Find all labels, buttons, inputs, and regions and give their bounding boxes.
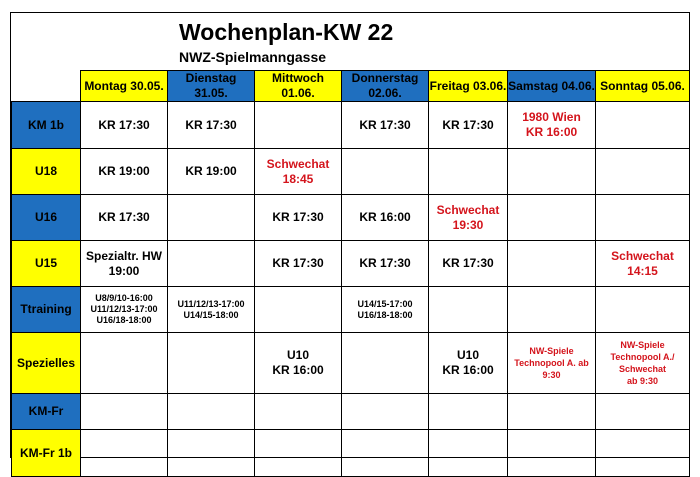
schedule-cell xyxy=(508,394,596,430)
schedule-cell xyxy=(168,149,255,195)
cell-line: Technopool A./ xyxy=(610,352,675,362)
schedule-cell xyxy=(596,287,690,333)
day-header-row xyxy=(12,71,690,102)
day-header: Freitag 03.06. xyxy=(429,71,508,102)
schedule-cell xyxy=(168,394,255,430)
team-label: U18 xyxy=(12,149,81,195)
cell-line: U10 xyxy=(286,348,309,362)
schedule-cell xyxy=(596,430,690,477)
cell-line: KR 17:30 xyxy=(359,117,411,132)
cell-line: U14/15-17:00 xyxy=(357,298,413,309)
day-header: Samstag 04.06. xyxy=(508,71,596,102)
cell-line: KR 17:30 xyxy=(359,256,411,270)
cell-line: U10 xyxy=(456,348,479,362)
schedule-cell xyxy=(255,394,342,430)
cell-line: KR 17:30 xyxy=(272,210,324,224)
cell-line: KR 16:00 xyxy=(525,125,578,139)
schedule-cell xyxy=(342,430,429,477)
team-row xyxy=(12,102,690,149)
schedule-cell xyxy=(168,241,255,287)
team-label: KM-Fr xyxy=(12,394,81,430)
cell-line: 9:30 xyxy=(542,370,561,380)
cell-line: KR 16:00 xyxy=(272,363,324,377)
schedule-cell xyxy=(255,241,342,287)
team-label: Ttraining xyxy=(12,287,81,333)
schedule-cell xyxy=(508,333,596,394)
schedule-cell xyxy=(81,102,168,149)
cell-line: 19:00 xyxy=(108,263,140,278)
schedule-cell xyxy=(508,149,596,195)
cell-line: Spezialtr. HW xyxy=(85,248,162,263)
cell-line: KR 17:30 xyxy=(98,117,150,132)
cell-line: U16/18-18:00 xyxy=(357,309,413,320)
schedule-cell xyxy=(342,394,429,430)
day-header: Donnerstag 02.06. xyxy=(342,71,429,102)
schedule-cell xyxy=(429,241,508,287)
day-header: Montag 30.05. xyxy=(81,71,168,102)
schedule-cell xyxy=(342,287,429,333)
page-subtitle: NWZ-Spielmanngasse xyxy=(179,49,327,65)
cell-line: KR 17:30 xyxy=(272,256,324,270)
cell-line: 19:30 xyxy=(452,217,484,232)
cell-line: KR 16:00 xyxy=(442,363,494,377)
schedule-cell xyxy=(168,195,255,241)
day-header: Dienstag 31.05. xyxy=(168,71,255,102)
schedule-cell xyxy=(81,394,168,430)
schedule-cell xyxy=(429,394,508,430)
schedule-cell xyxy=(81,333,168,394)
schedule-cell xyxy=(596,241,690,287)
schedule-cell xyxy=(429,430,508,477)
team-row xyxy=(12,149,690,195)
cell-line: U16/18-18:00 xyxy=(96,315,152,325)
schedule-cell xyxy=(342,195,429,241)
schedule-cell xyxy=(81,287,168,333)
team-row xyxy=(12,287,690,333)
schedule-cell xyxy=(429,333,508,394)
schedule-cell xyxy=(508,102,596,149)
cell-line: U14/15-18:00 xyxy=(183,309,239,320)
schedule-cell xyxy=(429,287,508,333)
schedule-cell xyxy=(596,394,690,430)
schedule-cell xyxy=(168,287,255,333)
schedule-cell xyxy=(81,149,168,195)
team-label: KM 1b xyxy=(12,102,81,149)
cell-line: KR 17:30 xyxy=(185,117,237,132)
cell-line: NW-Spiele xyxy=(620,340,665,350)
cell-line: Schwechat xyxy=(618,364,667,374)
schedule-cell xyxy=(255,149,342,195)
schedule-cell xyxy=(255,287,342,333)
cell-line: Schwechat xyxy=(611,248,674,263)
schedule-cell xyxy=(342,149,429,195)
schedule-cell xyxy=(342,102,429,149)
cell-line: U11/12/13-17:00 xyxy=(177,298,245,309)
header-corner xyxy=(12,71,81,102)
schedule-cell xyxy=(596,195,690,241)
cell-line: KR 17:30 xyxy=(442,117,494,132)
day-header: Sonntag 05.06. xyxy=(596,71,690,102)
schedule-cell xyxy=(429,102,508,149)
schedule-cell xyxy=(255,195,342,241)
schedule-cell xyxy=(508,287,596,333)
week-schedule-table xyxy=(11,70,690,477)
cell-line: KR 17:30 xyxy=(442,256,494,270)
cell-line: KR 19:00 xyxy=(185,164,237,178)
cell-line: Schwechat xyxy=(266,156,330,171)
cell-line: 14:15 xyxy=(627,263,658,278)
cell-line: Schwechat xyxy=(436,202,500,217)
schedule-cell xyxy=(429,195,508,241)
schedule-cell xyxy=(255,333,342,394)
team-row xyxy=(12,241,690,287)
cell-line: U8/9/10-16:00 xyxy=(95,293,153,303)
cell-line: KR 16:00 xyxy=(359,210,411,224)
team-label: U16 xyxy=(12,195,81,241)
team-row xyxy=(12,195,690,241)
schedule-cell xyxy=(168,430,255,477)
team-label: KM-Fr 1b xyxy=(12,430,81,477)
schedule-cell xyxy=(342,333,429,394)
schedule-cell xyxy=(168,333,255,394)
team-row xyxy=(12,394,690,430)
cell-line: Technopool A. ab xyxy=(514,358,589,368)
schedule-cell xyxy=(596,102,690,149)
team-row xyxy=(12,430,690,477)
schedule-cell xyxy=(508,430,596,477)
schedule-cell xyxy=(255,430,342,477)
team-row xyxy=(12,333,690,394)
cell-line: U11/12/13-17:00 xyxy=(90,304,158,314)
cell-line: NW-Spiele xyxy=(529,346,574,356)
schedule-cell xyxy=(508,241,596,287)
schedule-cell xyxy=(596,333,690,394)
schedule-cell xyxy=(429,149,508,195)
schedule-cell xyxy=(508,195,596,241)
schedule-cell xyxy=(81,430,168,477)
team-label: Spezielles xyxy=(12,333,81,394)
schedule-cell xyxy=(168,102,255,149)
page-title: Wochenplan-KW 22 xyxy=(179,19,394,45)
cell-line: 18:45 xyxy=(282,171,314,186)
cell-line: KR 19:00 xyxy=(98,164,150,178)
schedule-cell xyxy=(596,149,690,195)
schedule-cell xyxy=(342,241,429,287)
day-header: Mittwoch 01.06. xyxy=(255,71,342,102)
team-label: U15 xyxy=(12,241,81,287)
schedule-cell xyxy=(81,195,168,241)
cell-line: ab 9:30 xyxy=(626,376,659,386)
cell-line: KR 17:30 xyxy=(98,210,150,224)
schedule-cell xyxy=(81,241,168,287)
cell-line: 1980 Wien xyxy=(522,110,581,124)
schedule-cell xyxy=(255,102,342,149)
